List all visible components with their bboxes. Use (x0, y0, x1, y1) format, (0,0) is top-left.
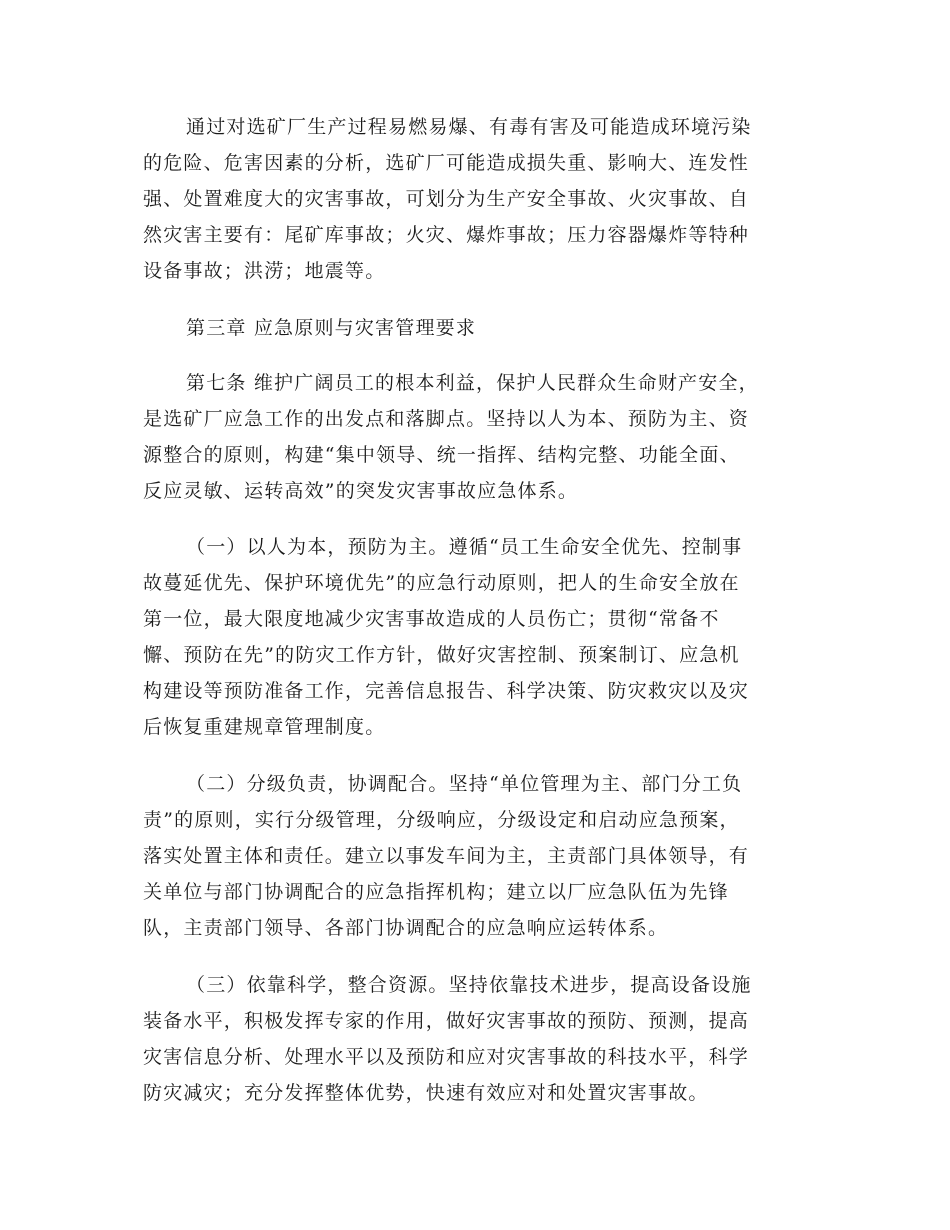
paragraph-line: 设备事故；洪涝；地震等。 (143, 260, 386, 282)
paragraph-line: 第一位，最大限度地减少灾害事故造成的人员伤亡；贯彻“常备不 (143, 608, 720, 630)
paragraph-line: 通过对选矿厂生产过程易燃易爆、有毒有害及可能造成环境污染 (186, 116, 752, 138)
paragraph-line: 强、处置难度大的灾害事故，可划分为生产安全事故、火灾事故、自 (143, 188, 750, 210)
chapter-heading (143, 310, 793, 346)
paragraph-line: 的危险、危害因素的分析，选矿厂可能造成损失重、影响大、连发性 (143, 152, 750, 174)
paragraph-line: 关单位与部门协调配合的应急指挥机构；建立以厂应急队伍为先锋 (143, 881, 729, 903)
paragraph-line: 防灾减灾；充分发挥整体优势，快速有效应对和处置灾害事故。 (143, 1082, 709, 1104)
paragraph-line: 是选矿厂应急工作的出发点和落脚点。坚持以人为本、预防为主、资 (143, 408, 750, 430)
paragraph-article-seven (143, 365, 793, 509)
paragraph-line: 责”的原则，实行分级管理，分级响应，分级设定和启动应急预案， (143, 809, 740, 831)
paragraph-item-two (143, 766, 793, 946)
paragraph-line: 构建设等预防准备工作，完善信息报告、科学决策、防灾救灾以及灾 (143, 680, 750, 702)
paragraph-line: 源整合的原则，构建“集中领导、统一指挥、结构完整、功能全面、 (143, 444, 740, 466)
paragraph-line: 第七条 维护广阔员工的根本利益，保护人民群众生命财产安全， (186, 372, 759, 394)
paragraph-line: 后恢复重建规章管理制度。 (143, 716, 386, 738)
paragraph-line: （二）分级负责，协调配合。坚持“单位管理为主、部门分工负 (186, 773, 743, 795)
paragraph-line: （一）以人为本，预防为主。遵循“员工生命安全优先、控制事 (186, 536, 743, 558)
paragraph-line: 反应灵敏、运转高效”的突发灾害事故应急体系。 (143, 480, 579, 502)
paragraph-line: 懈、预防在先”的防灾工作方针，做好灾害控制、预案制订、应急机 (143, 644, 740, 666)
paragraph-line: 装备水平，积极发挥专家的作用，做好灾害事故的预防、预测，提高 (143, 1010, 750, 1032)
paragraph-line: 灾害信息分析、处理水平以及预防和应对灾害事故的科技水平，科学 (143, 1046, 750, 1068)
paragraph-item-one (143, 529, 793, 745)
paragraph-line: 故蔓延优先、保护环境优先”的应急行动原则，把人的生命安全放在 (143, 572, 740, 594)
paragraph-item-three (143, 967, 793, 1111)
paragraph-line: 队，主责部门领导、各部门协调配合的应急响应运转体系。 (143, 917, 669, 939)
paragraph-line: （三）依靠科学，整合资源。坚持依靠技术进步，提高设备设施 (186, 974, 752, 996)
paragraph-line: 落实处置主体和责任。建立以事发车间为主，主责部门具体领导，有 (143, 845, 750, 867)
paragraph-line: 然灾害主要有：尾矿库事故；火灾、爆炸事故；压力容器爆炸等特种 (143, 224, 750, 246)
paragraph-hazard-analysis (143, 109, 793, 289)
chapter-title: 第三章 应急原则与灾害管理要求 (186, 317, 477, 339)
